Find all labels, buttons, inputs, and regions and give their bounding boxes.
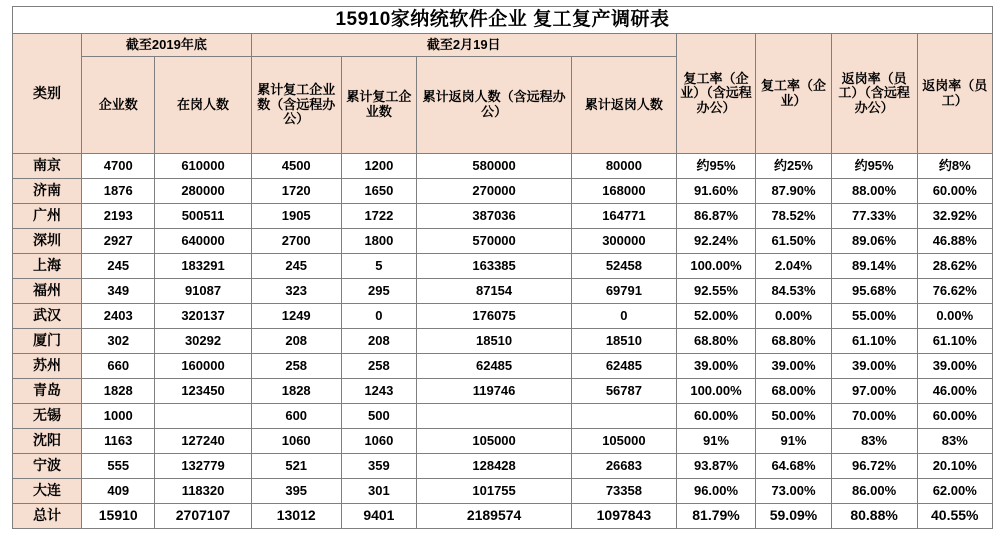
total-cell: 59.09% bbox=[756, 504, 831, 529]
table-row bbox=[13, 154, 993, 179]
table-row bbox=[13, 179, 993, 204]
cell: 87.90% bbox=[756, 179, 831, 204]
cell: 101755 bbox=[417, 479, 572, 504]
cell: 93.87% bbox=[676, 454, 756, 479]
cell: 39.00% bbox=[676, 354, 756, 379]
cell: 28.62% bbox=[917, 254, 992, 279]
row-label: 南京 bbox=[13, 154, 82, 179]
cell: 2927 bbox=[82, 229, 155, 254]
header-group-2019: 截至2019年底 bbox=[82, 34, 252, 57]
cell: 2403 bbox=[82, 304, 155, 329]
cell: 39.00% bbox=[756, 354, 831, 379]
cell: 60.00% bbox=[676, 404, 756, 429]
cell: 69791 bbox=[572, 279, 677, 304]
cell: 89.14% bbox=[831, 254, 917, 279]
cell: 39.00% bbox=[831, 354, 917, 379]
cell: 39.00% bbox=[917, 354, 992, 379]
cell: 96.72% bbox=[831, 454, 917, 479]
cell: 约95% bbox=[676, 154, 756, 179]
header-group-row bbox=[13, 34, 993, 57]
cell: 83% bbox=[831, 429, 917, 454]
cell: 208 bbox=[341, 329, 416, 354]
cell: 295 bbox=[341, 279, 416, 304]
cell: 1163 bbox=[82, 429, 155, 454]
header-col-8: 复工率（企业） bbox=[756, 34, 831, 154]
cell bbox=[572, 404, 677, 429]
cell: 96.00% bbox=[676, 479, 756, 504]
row-label: 广州 bbox=[13, 204, 82, 229]
cell: 1243 bbox=[341, 379, 416, 404]
cell: 660 bbox=[82, 354, 155, 379]
table-row bbox=[13, 279, 993, 304]
cell: 50.00% bbox=[756, 404, 831, 429]
table-row bbox=[13, 379, 993, 404]
cell: 约95% bbox=[831, 154, 917, 179]
cell: 91087 bbox=[155, 279, 251, 304]
cell: 500511 bbox=[155, 204, 251, 229]
table-row bbox=[13, 429, 993, 454]
cell: 26683 bbox=[572, 454, 677, 479]
cell: 70.00% bbox=[831, 404, 917, 429]
cell: 280000 bbox=[155, 179, 251, 204]
cell: 84.53% bbox=[756, 279, 831, 304]
cell: 258 bbox=[251, 354, 341, 379]
cell: 128428 bbox=[417, 454, 572, 479]
cell: 1650 bbox=[341, 179, 416, 204]
header-col-1: 企业数 bbox=[82, 57, 155, 154]
row-label: 青岛 bbox=[13, 379, 82, 404]
row-label: 上海 bbox=[13, 254, 82, 279]
cell: 301 bbox=[341, 479, 416, 504]
cell: 0.00% bbox=[917, 304, 992, 329]
cell: 1800 bbox=[341, 229, 416, 254]
cell: 127240 bbox=[155, 429, 251, 454]
cell: 1200 bbox=[341, 154, 416, 179]
cell: 20.10% bbox=[917, 454, 992, 479]
cell: 56787 bbox=[572, 379, 677, 404]
cell: 323 bbox=[251, 279, 341, 304]
cell: 123450 bbox=[155, 379, 251, 404]
header-col-2: 在岗人数 bbox=[155, 57, 251, 154]
cell: 570000 bbox=[417, 229, 572, 254]
cell: 163385 bbox=[417, 254, 572, 279]
cell: 300000 bbox=[572, 229, 677, 254]
row-label: 宁波 bbox=[13, 454, 82, 479]
cell: 500 bbox=[341, 404, 416, 429]
header-group-feb19: 截至2月19日 bbox=[251, 34, 676, 57]
cell: 60.00% bbox=[917, 179, 992, 204]
header-col-5: 累计返岗人数（含远程办公） bbox=[417, 57, 572, 154]
cell: 46.88% bbox=[917, 229, 992, 254]
cell: 320137 bbox=[155, 304, 251, 329]
cell: 1000 bbox=[82, 404, 155, 429]
cell: 119746 bbox=[417, 379, 572, 404]
header-col-9: 返岗率（员工）（含远程办公） bbox=[831, 34, 917, 154]
cell: 1905 bbox=[251, 204, 341, 229]
header-col-6: 累计返岗人数 bbox=[572, 57, 677, 154]
cell: 62485 bbox=[572, 354, 677, 379]
total-label: 总计 bbox=[13, 504, 82, 529]
cell: 1060 bbox=[251, 429, 341, 454]
row-label: 福州 bbox=[13, 279, 82, 304]
cell: 97.00% bbox=[831, 379, 917, 404]
cell: 409 bbox=[82, 479, 155, 504]
cell: 555 bbox=[82, 454, 155, 479]
cell: 1060 bbox=[341, 429, 416, 454]
cell: 100.00% bbox=[676, 379, 756, 404]
cell: 387036 bbox=[417, 204, 572, 229]
row-label: 无锡 bbox=[13, 404, 82, 429]
cell: 91.60% bbox=[676, 179, 756, 204]
cell: 4700 bbox=[82, 154, 155, 179]
cell: 76.62% bbox=[917, 279, 992, 304]
cell: 580000 bbox=[417, 154, 572, 179]
cell: 62485 bbox=[417, 354, 572, 379]
cell: 0.00% bbox=[756, 304, 831, 329]
cell: 91% bbox=[676, 429, 756, 454]
total-cell: 2707107 bbox=[155, 504, 251, 529]
table-row bbox=[13, 204, 993, 229]
cell: 86.87% bbox=[676, 204, 756, 229]
cell: 164771 bbox=[572, 204, 677, 229]
cell: 92.24% bbox=[676, 229, 756, 254]
cell: 183291 bbox=[155, 254, 251, 279]
cell: 245 bbox=[251, 254, 341, 279]
table-row bbox=[13, 354, 993, 379]
cell: 610000 bbox=[155, 154, 251, 179]
cell: 61.10% bbox=[917, 329, 992, 354]
cell: 2193 bbox=[82, 204, 155, 229]
cell bbox=[155, 404, 251, 429]
cell: 168000 bbox=[572, 179, 677, 204]
cell: 600 bbox=[251, 404, 341, 429]
cell: 73.00% bbox=[756, 479, 831, 504]
cell: 105000 bbox=[572, 429, 677, 454]
cell: 89.06% bbox=[831, 229, 917, 254]
cell: 132779 bbox=[155, 454, 251, 479]
cell: 61.50% bbox=[756, 229, 831, 254]
cell: 1828 bbox=[251, 379, 341, 404]
table-row bbox=[13, 254, 993, 279]
cell: 105000 bbox=[417, 429, 572, 454]
table-row bbox=[13, 404, 993, 429]
total-cell: 9401 bbox=[341, 504, 416, 529]
cell: 52.00% bbox=[676, 304, 756, 329]
cell: 4500 bbox=[251, 154, 341, 179]
row-label: 沈阳 bbox=[13, 429, 82, 454]
survey-table bbox=[12, 6, 993, 529]
total-cell: 80.88% bbox=[831, 504, 917, 529]
cell: 86.00% bbox=[831, 479, 917, 504]
cell: 78.52% bbox=[756, 204, 831, 229]
cell: 68.00% bbox=[756, 379, 831, 404]
cell: 160000 bbox=[155, 354, 251, 379]
cell: 46.00% bbox=[917, 379, 992, 404]
cell: 0 bbox=[341, 304, 416, 329]
cell: 302 bbox=[82, 329, 155, 354]
cell: 395 bbox=[251, 479, 341, 504]
cell: 18510 bbox=[417, 329, 572, 354]
cell: 258 bbox=[341, 354, 416, 379]
cell: 约8% bbox=[917, 154, 992, 179]
total-cell: 81.79% bbox=[676, 504, 756, 529]
total-cell: 1097843 bbox=[572, 504, 677, 529]
cell: 95.68% bbox=[831, 279, 917, 304]
cell: 约25% bbox=[756, 154, 831, 179]
row-label: 济南 bbox=[13, 179, 82, 204]
cell: 270000 bbox=[417, 179, 572, 204]
cell: 176075 bbox=[417, 304, 572, 329]
total-cell: 40.55% bbox=[917, 504, 992, 529]
cell: 2.04% bbox=[756, 254, 831, 279]
row-label: 苏州 bbox=[13, 354, 82, 379]
cell: 359 bbox=[341, 454, 416, 479]
cell: 1249 bbox=[251, 304, 341, 329]
table-row bbox=[13, 229, 993, 254]
cell: 1876 bbox=[82, 179, 155, 204]
cell: 61.10% bbox=[831, 329, 917, 354]
cell: 0 bbox=[572, 304, 677, 329]
cell: 88.00% bbox=[831, 179, 917, 204]
cell: 73358 bbox=[572, 479, 677, 504]
cell: 92.55% bbox=[676, 279, 756, 304]
cell: 1722 bbox=[341, 204, 416, 229]
row-label: 大连 bbox=[13, 479, 82, 504]
cell: 68.80% bbox=[756, 329, 831, 354]
header-col-3: 累计复工企业数（含远程办公） bbox=[251, 57, 341, 154]
header-category: 类别 bbox=[13, 34, 82, 154]
title-row bbox=[13, 7, 993, 34]
cell: 2700 bbox=[251, 229, 341, 254]
cell: 1828 bbox=[82, 379, 155, 404]
cell: 62.00% bbox=[917, 479, 992, 504]
total-row bbox=[13, 504, 993, 529]
spreadsheet-sheet bbox=[0, 6, 1005, 535]
total-cell: 13012 bbox=[251, 504, 341, 529]
total-cell: 2189574 bbox=[417, 504, 572, 529]
cell: 30292 bbox=[155, 329, 251, 354]
cell: 80000 bbox=[572, 154, 677, 179]
cell: 100.00% bbox=[676, 254, 756, 279]
cell: 118320 bbox=[155, 479, 251, 504]
total-cell: 15910 bbox=[82, 504, 155, 529]
header-col-4: 累计复工企业数 bbox=[341, 57, 416, 154]
header-col-7: 复工率（企业）（含远程办公） bbox=[676, 34, 756, 154]
cell: 1720 bbox=[251, 179, 341, 204]
cell: 91% bbox=[756, 429, 831, 454]
cell: 55.00% bbox=[831, 304, 917, 329]
cell: 60.00% bbox=[917, 404, 992, 429]
header-col-10: 返岗率（员工） bbox=[917, 34, 992, 154]
cell: 245 bbox=[82, 254, 155, 279]
cell: 64.68% bbox=[756, 454, 831, 479]
row-label: 武汉 bbox=[13, 304, 82, 329]
table-row bbox=[13, 479, 993, 504]
cell: 208 bbox=[251, 329, 341, 354]
page-title: 15910家纳统软件企业 复工复产调研表 bbox=[13, 7, 993, 34]
cell: 87154 bbox=[417, 279, 572, 304]
cell: 52458 bbox=[572, 254, 677, 279]
cell: 349 bbox=[82, 279, 155, 304]
table-row bbox=[13, 329, 993, 354]
cell: 32.92% bbox=[917, 204, 992, 229]
cell: 68.80% bbox=[676, 329, 756, 354]
cell: 5 bbox=[341, 254, 416, 279]
row-label: 厦门 bbox=[13, 329, 82, 354]
table-row bbox=[13, 304, 993, 329]
cell: 18510 bbox=[572, 329, 677, 354]
row-label: 深圳 bbox=[13, 229, 82, 254]
cell: 640000 bbox=[155, 229, 251, 254]
cell bbox=[417, 404, 572, 429]
cell: 83% bbox=[917, 429, 992, 454]
cell: 77.33% bbox=[831, 204, 917, 229]
cell: 521 bbox=[251, 454, 341, 479]
table-row bbox=[13, 454, 993, 479]
